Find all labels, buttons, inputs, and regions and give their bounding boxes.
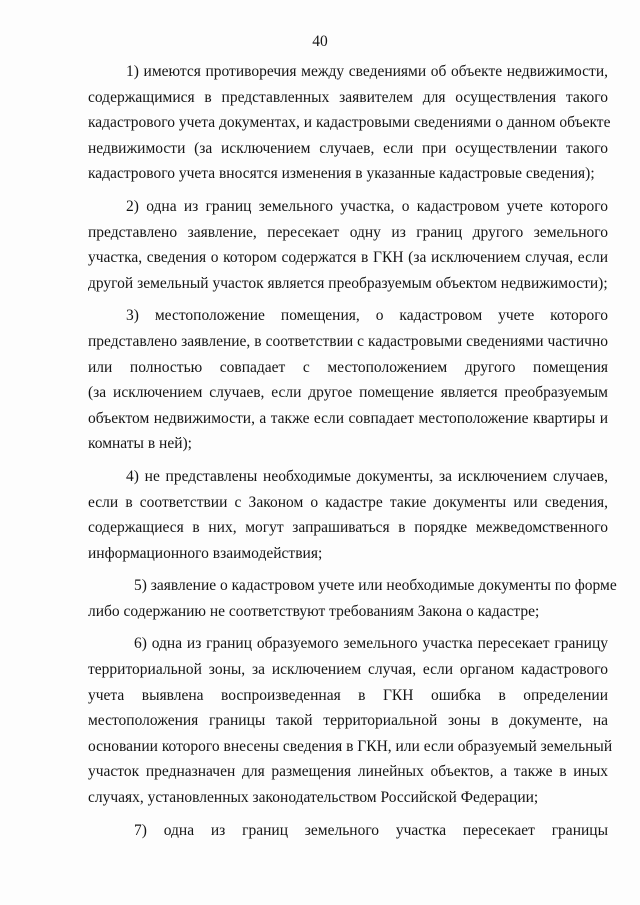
text-line: недвижимости (за исключением случаев, если при осуществлении такого (88, 139, 608, 157)
text-line: случаях, установленных законодательством Российской Федерации; (88, 789, 539, 807)
text-line: содержащимися в представленных заявителем для осуществления такого (88, 88, 608, 106)
text-line: местоположения границы такой территориальной зоны в документе, на (88, 712, 608, 730)
text-line: 5) заявление о кадастровом учете или необходимые документы по форме (134, 577, 617, 595)
clause-1 (88, 59, 611, 187)
text-line: кадастрового учета вносятся изменения в указанные кадастровые сведения); (88, 165, 595, 183)
clause-4 (88, 464, 608, 566)
document-body (88, 59, 617, 850)
text-line: кадастрового учета документах, и кадастровыми сведениями о данном объекте (88, 114, 611, 132)
page-number: 40 (312, 33, 328, 50)
text-line: представлено заявление, в соответствии с кадастровыми сведениями частично (88, 332, 608, 350)
text-line: основании которого внесены сведения в ГКН, или если образуемый земельный (88, 737, 613, 755)
text-line: если в соответствии с Законом о кадастре такие документы или сведения, (88, 493, 608, 511)
text-line: 3) местоположение помещения, о кадастровом учете которого (126, 307, 608, 325)
text-line: 1) имеются противоречия между сведениями об объекте недвижимости, (126, 63, 608, 80)
text-line: объектом недвижимости, а также если совпадает местоположение квартиры и (88, 409, 608, 427)
clause-2 (88, 194, 608, 296)
text-line: или полностью совпадает с местоположением другого помещения (88, 358, 608, 376)
text-line: участок предназначен для размещения линейных объектов, а также в иных (88, 763, 608, 781)
text-line: другой земельный участок является преобразуемым объектом недвижимости); (88, 274, 608, 292)
text-line: либо содержанию не соответствуют требованиям Закона о кадастре; (88, 602, 540, 620)
clause-6 (88, 631, 613, 810)
text-line: 4) не представлены необходимые документы, за исключением случаев, (126, 467, 608, 485)
text-line: территориальной зоны, за исключением случая, если органом кадастрового (88, 661, 608, 679)
text-line: представлено заявление, пересекает одну из границ другого земельного (88, 223, 608, 241)
clause-3 (88, 303, 608, 457)
clause-7 (88, 818, 608, 844)
text-line: 7) одна из границ земельного участка пересекает границы (134, 821, 608, 839)
text-line: 6) одна из границ образуемого земельного участка пересекает границу (134, 635, 608, 653)
text-line: информационного взаимодействия; (88, 544, 323, 562)
text-line: 2) одна из границ земельного участка, о кадастровом учете которого (126, 197, 608, 215)
text-line: учета выявлена воспроизведенная в ГКН ошибка в определении (88, 686, 608, 704)
text-line: участка, сведения о котором содержатся в ГКН (за исключением случая, если (88, 249, 608, 267)
text-line: содержащиеся в них, могут запрашиваться в порядке межведомственного (88, 519, 608, 537)
text-line: комнаты в ней); (88, 435, 192, 453)
text-line: (за исключением случаев, если другое помещение является преобразуемым (88, 384, 608, 402)
clause-5 (88, 573, 617, 624)
